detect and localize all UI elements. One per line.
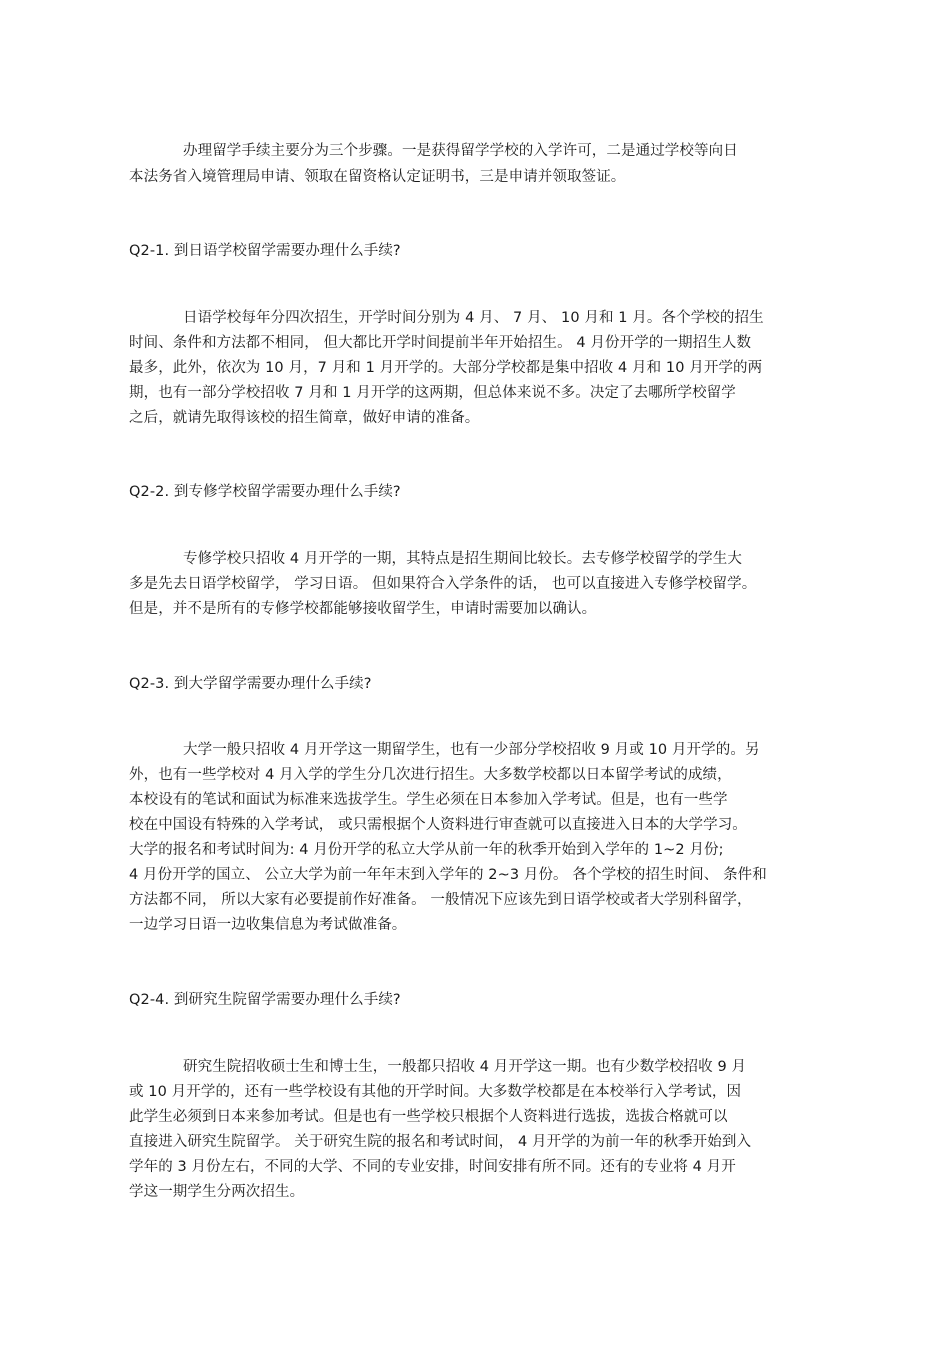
- paragraph-line: 此学生必须到日本来参加考试。但是也有一些学校只根据个人资料进行选拔，选拔合格就可以: [129, 1109, 728, 1125]
- question-heading: Q2-1. 到日语学校留学需要办理什么手续?: [129, 243, 401, 259]
- paragraph-line: 外，也有一些学校对 4 月入学的学生分几次进行招生。大多数学校都以日本留学考试的成绩，: [129, 767, 732, 783]
- question-heading: Q2-3. 到大学留学需要办理什么手续?: [129, 676, 372, 692]
- question-heading: Q2-4. 到研究生院留学需要办理什么手续?: [129, 992, 401, 1008]
- paragraph-line: 或 10 月开学的，还有一些学校设有其他的开学时间。大多数学校都是在本校举行入学考试，因: [129, 1084, 742, 1100]
- paragraph-line: 方法都不同， 所以大家有必要提前作好准备。 一般情况下应该先到日语学校或者大学别科留学，: [129, 892, 752, 908]
- intro-line-2: 本法务省入境管理局申请、领取在留资格认定证明书，三是申请并领取签证。: [129, 169, 626, 185]
- paragraph-line: 期，也有一部分学校招收 7 月和 1 月开学的这两期，但总体来说不多。决定了去哪所学校留学: [129, 385, 736, 401]
- paragraph-line: 但是，并不是所有的专修学校都能够接收留学生，申请时需要加以确认。: [129, 601, 597, 617]
- paragraph-line: 日语学校每年分四次招生，开学时间分别为 4 月、 7 月、 10 月和 1 月。各个学校的招生: [183, 310, 764, 326]
- paragraph-line: 专修学校只招收 4 月开学的一期，其特点是招生期间比较长。去专修学校留学的学生大: [183, 551, 742, 567]
- question-heading: Q2-2. 到专修学校留学需要办理什么手续?: [129, 484, 401, 500]
- paragraph-line: 直接进入研究生院留学。 关于研究生院的报名和考试时间， 4 月开学的为前一年的秋季开始到入: [129, 1134, 752, 1150]
- paragraph-line: 校在中国设有特殊的入学考试， 或只需根据个人资料进行审查就可以直接进入日本的大学学习。: [129, 817, 747, 833]
- paragraph-line: 大学的报名和考试时间为: 4 月份开学的私立大学从前一年的秋季开始到入学年的 1~2 月份;: [129, 842, 724, 858]
- paragraph-line: 学年的 3 月份左右，不同的大学、不同的专业安排，时间安排有所不同。还有的专业将 4 月开: [129, 1159, 736, 1175]
- paragraph-line: 研究生院招收硕士生和博士生，一般都只招收 4 月开学这一期。也有少数学校招收 9 月: [183, 1059, 747, 1075]
- paragraph-line: 大学一般只招收 4 月开学这一期留学生，也有一少部分学校招收 9 月或 10 月开学的。另: [183, 742, 760, 758]
- paragraph-line: 时间、条件和方法都不相同， 但大都比开学时间提前半年开始招生。 4 月份开学的一期招生人数: [129, 335, 752, 351]
- intro-line-1: 办理留学手续主要分为三个步骤。一是获得留学学校的入学许可，二是通过学校等向日: [183, 143, 738, 159]
- paragraph-line: 一边学习日语一边收集信息为考试做准备。: [129, 917, 407, 933]
- paragraph-line: 本校设有的笔试和面试为标准来选拔学生。学生必须在日本参加入学考试。但是，也有一些学: [129, 792, 728, 808]
- paragraph-line: 4 月份开学的国立、 公立大学为前一年年末到入学年的 2~3 月份。 各个学校的招生时间、 条件和: [129, 867, 767, 883]
- paragraph-line: 多是先去日语学校留学， 学习日语。 但如果符合入学条件的话， 也可以直接进入专修学校留学。: [129, 576, 757, 592]
- paragraph-line: 学这一期学生分两次招生。: [129, 1184, 305, 1200]
- paragraph-line: 之后，就请先取得该校的招生简章，做好申请的准备。: [129, 410, 480, 426]
- paragraph-line: 最多，此外，依次为 10 月，7 月和 1 月开学的。大部分学校都是集中招收 4 月和 10 月开学的两: [129, 360, 763, 376]
